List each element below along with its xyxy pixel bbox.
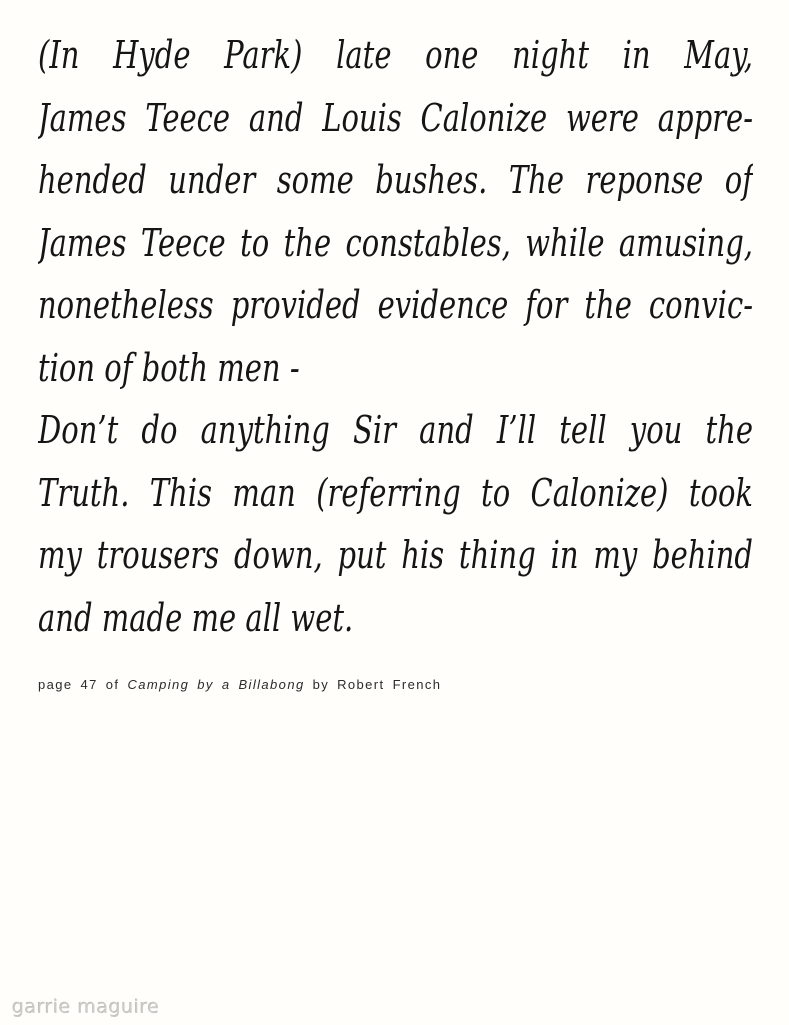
source-caption bbox=[38, 677, 441, 692]
script-line: tion of both men - bbox=[38, 344, 300, 390]
script-line: my trousers down, put his thing in my behind bbox=[38, 532, 753, 578]
script-line: James Teece and Louis Calonize were appre- bbox=[38, 94, 753, 140]
script-line: hended under some bushes. The reponse of bbox=[38, 157, 753, 203]
caption-book-title: Camping by a Billabong bbox=[127, 677, 305, 692]
script-line: Truth. This man (referring to Calonize) took bbox=[38, 469, 753, 515]
script-line: James Teece to the constables, while amusing, bbox=[38, 219, 753, 265]
photographer-watermark: garrie maguire bbox=[12, 996, 160, 1018]
manuscript-text-block bbox=[38, 24, 753, 649]
script-line: and made me all wet. bbox=[38, 594, 354, 640]
script-line: nonetheless provided evidence for the convic- bbox=[38, 282, 753, 328]
caption-suffix: by Robert French bbox=[304, 677, 442, 692]
caption-prefix: page 47 of bbox=[38, 677, 128, 692]
script-line: Don’t do anything Sir and I’ll tell you the bbox=[38, 407, 753, 453]
script-line: (In Hyde Park) late one night in May, bbox=[38, 32, 753, 78]
